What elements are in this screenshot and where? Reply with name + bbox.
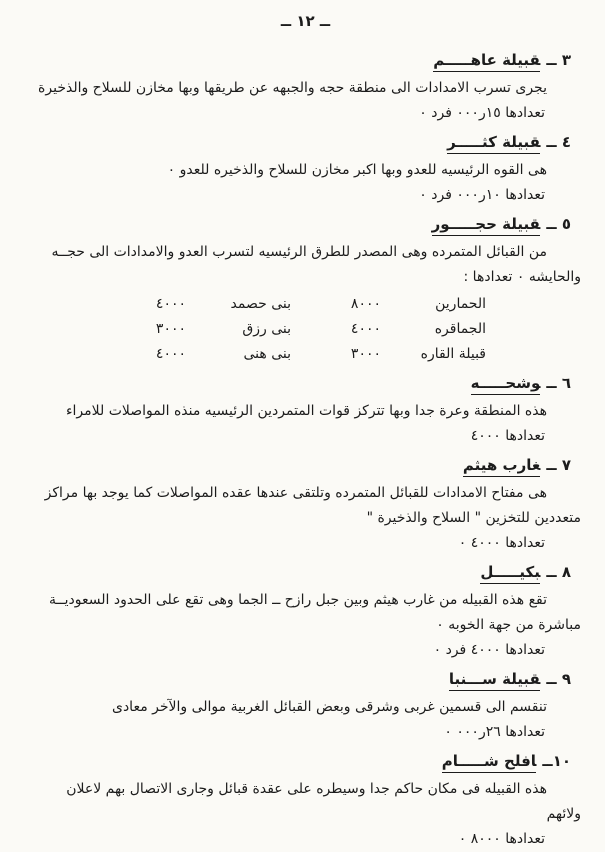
section-title: افلح شـــــام [442,752,537,773]
section-paragraph: هى مفتاح الامدادات للقبائل المتمرده وتلتقى عندها عقده المواصلات كما يوجد بها مراكز متعددين للتخزين " السلاح والذخيرة " [44,485,581,526]
section-number: ٩ ــ [546,670,571,688]
section-title: وشحـــــه [471,374,541,395]
count-line: تعدادها ١٠ر٠٠٠ فرد ٠ [419,187,545,203]
tribe-name: قبيلة القاره [420,346,486,362]
count-line: تعدادها ٤٠٠٠ ٠ [458,535,545,551]
table-row [30,342,486,367]
section-title: قبيلة عاهـــــم [433,51,540,72]
tribe-section-5 [30,212,581,367]
count-line: تعدادها ٢٦ر٠٠٠ ٠ [444,724,545,740]
tribes-table [30,292,486,367]
section-heading [30,453,571,478]
section-heading [30,749,571,774]
section-heading [30,48,571,73]
section-title: قبيلة ســـنبا [449,670,541,691]
section-title: غارب هيثم [463,456,540,477]
section-title: بكيـــــل [480,563,540,584]
tribe-count: ٣٠٠٠ [350,346,381,362]
table-row [30,292,486,317]
tribe-count: ٨٠٠٠ [350,296,381,312]
section-heading [30,560,571,585]
count-line: تعدادها ٤٠٠٠ [470,428,545,444]
section-paragraph: تنقسم الى قسمين غربى وشرقى وبعض القبائل الغربية موالى والآخر معادى [111,699,547,715]
section-paragraph: هذه المنطقة وعرة جدا وبها تتركز قوات المتمردين الرئيسيه منذه المواصلات للامراء [65,403,547,419]
section-paragraph: يجرى تسرب الامدادات الى منطقة حجه والجبهه عن طريقها وبها مخازن للسلاح والذخيرة [38,80,547,96]
section-heading [30,667,571,692]
section-number: ٣ ــ [546,51,571,69]
section-number: ١٠ــ [542,752,571,770]
tribe-section-4 [30,130,581,208]
tribe-section-9 [30,667,581,745]
section-number: ٥ ــ [546,215,571,233]
section-heading [30,212,571,237]
count-line: تعدادها ٨٠٠٠ ٠ [458,831,545,847]
section-number: ٤ ــ [546,133,571,151]
count-line: تعدادها ٤٠٠٠ فرد ٠ [433,642,545,658]
tribe-count: ٣٠٠٠ [155,321,186,337]
tribe-name: بنى حصمد [230,296,291,312]
tribe-name: بنى هنى [243,346,291,362]
tribe-section-10 [30,749,581,852]
section-number: ٧ ــ [546,456,571,474]
tribe-section-7 [30,453,581,556]
section-heading [30,371,571,396]
section-number: ٨ ــ [546,563,571,581]
tribe-count: ٤٠٠٠ [350,321,381,337]
section-paragraph: من القبائل المتمرده وهى المصدر للطرق الرئيسيه لتسرب العدو والامدادات الى حجــه والحايشه ٠ تعدادها : [51,244,581,285]
tribe-name: الحمارين [435,296,486,312]
tribe-name: بنى رزق [242,321,291,337]
tribe-count: ٤٠٠٠ [155,346,186,362]
section-paragraph: تقع هذه القبيله من غارب هيثم وبين جبل رازح ــ الجما وهى تقع على الحدود السعوديــة مباشرة من جهة الخوبه ٠ [48,592,581,633]
tribe-count: ٤٠٠٠ [155,296,186,312]
section-paragraph: هذه القبيله فى مكان حاكم جدا وسيطره على عقدة قبائل وجارى الاتصال بهم لاعلان ولائهم [66,781,581,822]
section-heading [30,130,571,155]
tribe-name: الجماقره [434,321,486,337]
section-number: ٦ ــ [546,374,571,392]
section-paragraph: هى القوه الرئيسيه للعدو وبها اكبر مخازن للسلاح والذخيره للعدو ٠ [167,162,547,178]
section-title: قبيلة حجـــــور [432,215,541,236]
tribe-section-3 [30,48,581,126]
tribe-section-8 [30,560,581,663]
tribe-section-6 [30,371,581,449]
section-title: قبيلة كثـــــر [447,133,540,154]
page-number: ــ ١٢ ــ [280,12,331,30]
count-line: تعدادها ١٥ر٠٠٠ فرد ٠ [419,105,545,121]
table-row [30,317,486,342]
